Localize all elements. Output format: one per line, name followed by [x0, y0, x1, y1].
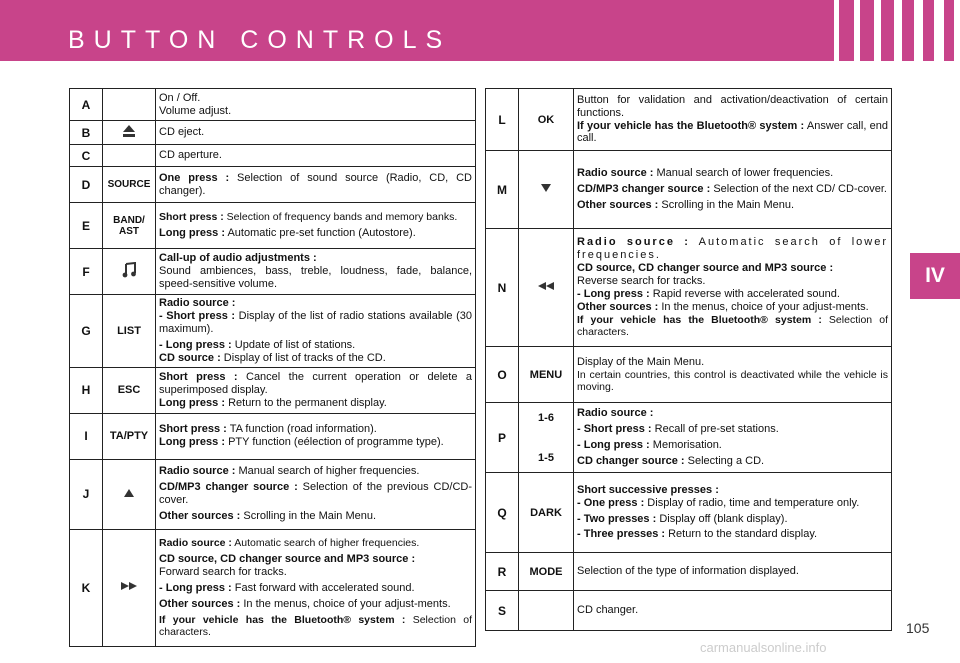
- table-row: [70, 203, 476, 249]
- header-stripes: [810, 0, 960, 61]
- row-description: Short press : Selection of frequency bands and memory banks. Long press : Automatic pre-set function (Autostore).: [156, 203, 476, 249]
- table-row: [70, 145, 476, 167]
- page-number: 105: [906, 620, 930, 636]
- button-label: MODE: [519, 553, 574, 591]
- rewind-icon: [537, 281, 555, 291]
- row-letter: J: [70, 459, 103, 529]
- table-row: [70, 89, 476, 121]
- table-row: [486, 229, 892, 347]
- button-cell: [103, 121, 156, 145]
- arrow-down-icon: [540, 183, 552, 193]
- page-title: BUTTON CONTROLS: [68, 26, 452, 54]
- button-cell: [519, 591, 574, 631]
- table-row: [486, 591, 892, 631]
- row-letter: R: [486, 553, 519, 591]
- row-letter: H: [70, 367, 103, 413]
- button-label: TA/PTY: [103, 413, 156, 459]
- table-row: [70, 167, 476, 203]
- table-row: [70, 529, 476, 646]
- table-row: [486, 553, 892, 591]
- row-description: Radio source : Manual search of lower frequencies. CD/MP3 changer source : Selection of the next CD/ CD-cover. Other sources : Scrolling in the Main Menu.: [574, 151, 892, 229]
- table-row: [486, 403, 892, 473]
- row-description: Selection of the type of information displayed.: [574, 553, 892, 591]
- row-letter: G: [70, 295, 103, 368]
- button-label: ESC: [103, 367, 156, 413]
- button-cell: [519, 229, 574, 347]
- controls-table-right: [485, 88, 892, 631]
- button-cell: [103, 89, 156, 121]
- table-row: [70, 249, 476, 295]
- fast-forward-icon: [120, 581, 138, 591]
- row-description: One press : Selection of sound source (Radio, CD, CD changer).: [156, 167, 476, 203]
- row-letter: M: [486, 151, 519, 229]
- row-description: Radio source : - Short press : Recall of pre-set stations. - Long press : Memorisation. CD changer source : Selecting a CD.: [574, 403, 892, 473]
- row-description: CD aperture.: [156, 145, 476, 167]
- button-label: BAND/ AST: [103, 203, 156, 249]
- button-label-1-5: 1-5: [538, 451, 554, 464]
- button-label: DARK: [519, 473, 574, 553]
- chapter-tab: IV: [910, 253, 960, 299]
- table-row: [70, 121, 476, 145]
- table-row: [70, 459, 476, 529]
- row-description: Short press : Cancel the current operation or delete a superimposed display. Long press : Return to the permanent display.: [156, 367, 476, 413]
- row-letter: L: [486, 89, 519, 151]
- button-label: LIST: [103, 295, 156, 368]
- button-cell: [519, 403, 574, 473]
- button-label: SOURCE: [103, 167, 156, 203]
- row-description: Radio source : Automatic search of higher frequencies. CD source, CD changer source and MP3 source : Forward search for tracks. - Long press : Fast forward with accelerated sound. Other sources : In the menus, choice of your adjust-ments. If your vehicle has the Bluetooth® system : Selection of characters.: [156, 529, 476, 646]
- row-letter: N: [486, 229, 519, 347]
- row-letter: O: [486, 347, 519, 403]
- row-letter: A: [70, 89, 103, 121]
- button-label: OK: [519, 89, 574, 151]
- table-row: [486, 347, 892, 403]
- row-description: Call-up of audio adjustments : Sound ambiences, bass, treble, loudness, fade, balance, speed-sensitive volume.: [156, 249, 476, 295]
- music-note-icon: [122, 262, 136, 278]
- table-row: [70, 413, 476, 459]
- row-description: On / Off. Volume adjust.: [156, 89, 476, 121]
- row-letter: K: [70, 529, 103, 646]
- row-letter: C: [70, 145, 103, 167]
- row-letter: S: [486, 591, 519, 631]
- button-cell: [103, 459, 156, 529]
- row-description: CD changer.: [574, 591, 892, 631]
- arrow-up-icon: [123, 488, 135, 498]
- row-description: Short press : TA function (road information). Long press : PTY function (eélection of programme type).: [156, 413, 476, 459]
- row-description: Button for validation and activation/deactivation of certain functions. If your vehicle has the Bluetooth® system : Answer call, end call.: [574, 89, 892, 151]
- row-description: CD eject.: [156, 121, 476, 145]
- row-letter: F: [70, 249, 103, 295]
- button-cell: [103, 145, 156, 167]
- row-description: Display of the Main Menu. In certain countries, this control is deactivated while the vehicle is moving.: [574, 347, 892, 403]
- row-letter: P: [486, 403, 519, 473]
- button-label: MENU: [519, 347, 574, 403]
- row-description: Radio source : Automatic search of lower frequencies. CD source, CD changer source and MP3 source : Reverse search for tracks. - Long press : Rapid reverse with accelerated sound. Other sources : In the menus, choice of your adjust-ments. If your vehicle has the Bluetooth® system : Selection of characters.: [574, 229, 892, 347]
- button-cell: [519, 151, 574, 229]
- row-letter: E: [70, 203, 103, 249]
- watermark: carmanualsonline.info: [700, 640, 827, 655]
- eject-icon: [122, 124, 136, 138]
- button-cell: [103, 529, 156, 646]
- table-row: [486, 89, 892, 151]
- table-row: [486, 473, 892, 553]
- button-label-1-6: 1-6: [538, 411, 554, 424]
- row-letter: Q: [486, 473, 519, 553]
- table-row: [70, 295, 476, 368]
- row-letter: B: [70, 121, 103, 145]
- row-letter: I: [70, 413, 103, 459]
- table-row: [70, 367, 476, 413]
- row-description: Radio source : Manual search of higher frequencies. CD/MP3 changer source : Selection of the previous CD/CD-cover. Other sources : Scrolling in the Main Menu.: [156, 459, 476, 529]
- page-header: [0, 0, 960, 61]
- row-description: Radio source : - Short press : Display of the list of radio stations available (30 maximum). - Long press : Update of list of stations. CD source : Display of list of tracks of the CD.: [156, 295, 476, 368]
- button-cell: [103, 249, 156, 295]
- row-description: Short successive presses : - One press : Display of radio, time and temperature only. - Two presses : Display off (blank display). - Three presses : Return to the standard display.: [574, 473, 892, 553]
- row-letter: D: [70, 167, 103, 203]
- controls-table-left: [69, 88, 476, 647]
- table-row: [486, 151, 892, 229]
